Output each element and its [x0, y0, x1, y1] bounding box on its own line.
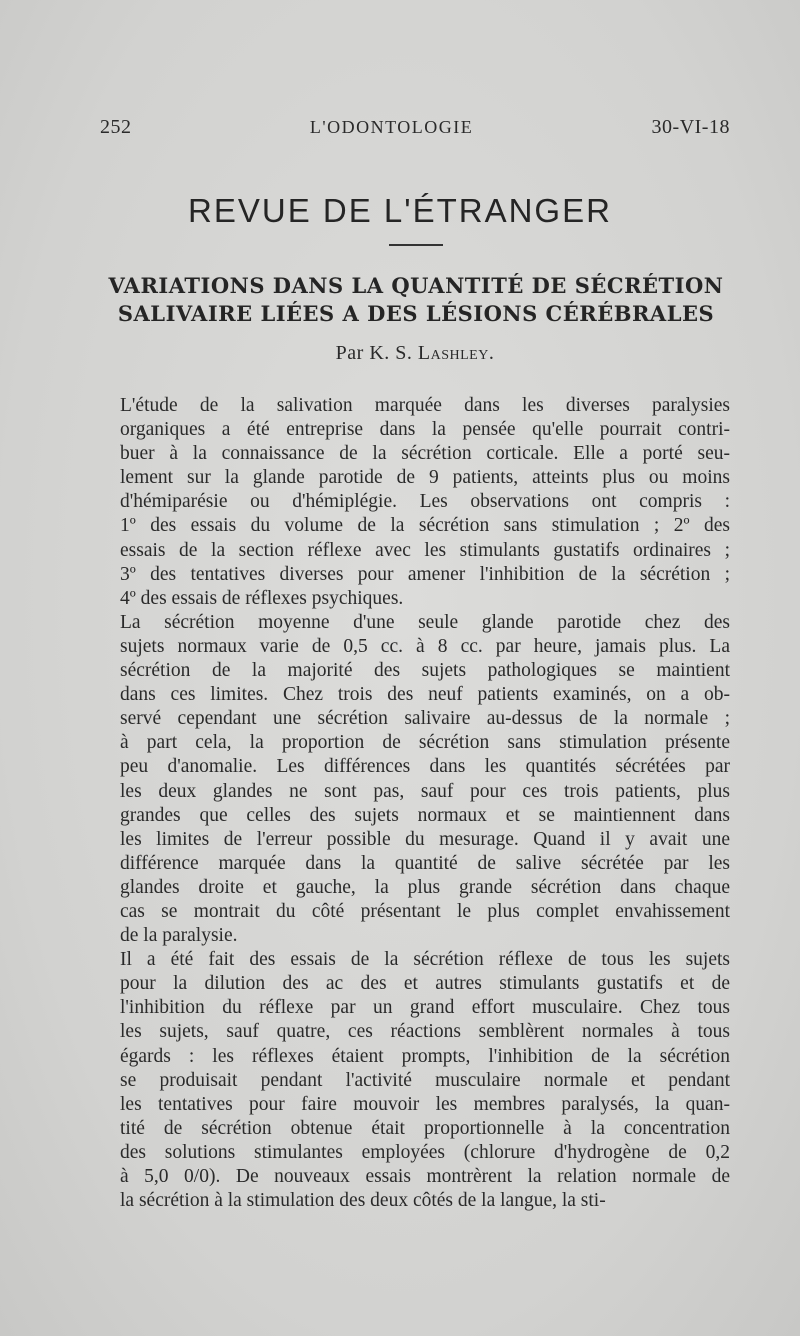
text-line: différence marquée dans la quantité de salive sécrétée par les	[120, 852, 730, 874]
text-line: égards : les réflexes étaient prompts, l'inhibition de la sécrétion	[120, 1045, 730, 1067]
running-header	[100, 116, 730, 139]
text-line: tité de sécrétion obtenue était proportionnelle à la concentration	[120, 1117, 730, 1139]
section-title: REVUE DE L'ÉTRANGER	[188, 192, 612, 229]
author-name: K. S. Lashley.	[369, 342, 495, 364]
text-line: des solutions stimulantes employées (chlorure d'hydrogène de 0,2	[120, 1141, 730, 1163]
text-line: essais de la section réflexe avec les stimulants gustatifs ordinaires ;	[120, 539, 730, 561]
text-line: l'inhibition du réflexe par un grand effort musculaire. Chez tous	[120, 997, 730, 1019]
text-line: grandes que celles des sujets normaux et se maintiennent dans	[120, 804, 730, 826]
text-line: La sécrétion moyenne d'une seule glande parotide chez des	[120, 611, 730, 633]
article-title	[96, 272, 736, 328]
text-line: sécrétion de la majorité des sujets pathologiques se maintient	[120, 660, 730, 682]
byline-prefix: Par	[335, 342, 364, 364]
text-line: de la paralysie.	[120, 925, 238, 947]
text-line: servé cependant une sécrétion salivaire au-dessus de la normale ;	[120, 708, 730, 730]
text-line: se produisait pendant l'activité musculaire normale et pendant	[120, 1069, 730, 1091]
text-line: à part cela, la proportion de sécrétion sans stimulation présente	[120, 732, 730, 754]
journal-title: L'ODONTOLOGIE	[309, 117, 474, 137]
text-line: 4º des essais de réflexes psychiques.	[120, 587, 404, 609]
text-line: Il a été fait des essais de la sécrétion réflexe de tous les sujets	[120, 949, 730, 971]
text-line: les tentatives pour faire mouvoir les membres paralysés, la quan-	[120, 1093, 730, 1115]
article-title-line-1: VARIATIONS DANS LA QUANTITÉ DE SÉCRÉTION	[108, 273, 724, 298]
text-line: d'hémiparésie ou d'hémiplégie. Les observations ont compris :	[120, 491, 730, 513]
text-line: les deux glandes ne sont pas, sauf pour ces trois patients, plus	[120, 780, 730, 802]
text-line: les sujets, sauf quatre, ces réactions semblèrent normales à tous	[120, 1021, 730, 1043]
text-line: cas se montrait du côté présentant le plus complet envahissement	[120, 900, 730, 922]
text-line: glandes droite et gauche, la plus grande sécrétion dans chaque	[120, 876, 730, 898]
text-line: L'étude de la salivation marquée dans les diverses paralysies	[120, 395, 730, 416]
paragraph	[100, 611, 730, 948]
text-line: la sécrétion à la stimulation des deux côtés de la langue, la sti-	[120, 1190, 606, 1212]
text-line: les limites de l'erreur possible du mesurage. Quand il y avait une	[120, 828, 730, 850]
text-line: à 5,0 0/0). De nouveaux essais montrèrent la relation normale de	[120, 1166, 730, 1187]
text-line: organiques a été entreprise dans la pensée qu'elle pourrait contri-	[120, 419, 730, 441]
byline	[0, 342, 800, 365]
text-line: buer à la connaissance de la sécrétion corticale. Elle a porté seu-	[120, 443, 730, 465]
text-line: lement sur la glande parotide de 9 patients, atteints plus ou moins	[120, 467, 730, 489]
text-line: sujets normaux varie de 0,5 cc. à 8 cc. par heure, jamais plus. La	[120, 635, 730, 657]
paragraph	[100, 394, 730, 611]
article-title-line-2: SALIVAIRE LIÉES A DES LÉSIONS CÉRÉBRALES	[117, 301, 715, 326]
title-rule	[389, 244, 443, 246]
text-line: peu d'anomalie. Les différences dans les quantités sécrétées par	[120, 756, 730, 778]
issue-date: 30-VI-18	[651, 116, 730, 138]
text-line: pour la dilution des ac des et autres stimulants gustatifs et de	[120, 973, 730, 995]
text-line: dans ces limites. Chez trois des neuf patients examinés, on a ob-	[120, 684, 730, 706]
paragraph	[100, 948, 730, 1213]
text-line: 3º des tentatives diverses pour amener l'inhibition de la sécrétion ;	[120, 563, 730, 585]
text-line: 1º des essais du volume de la sécrétion sans stimulation ; 2º des	[120, 515, 730, 537]
page-number: 252	[100, 116, 132, 138]
article-body	[100, 394, 730, 1213]
